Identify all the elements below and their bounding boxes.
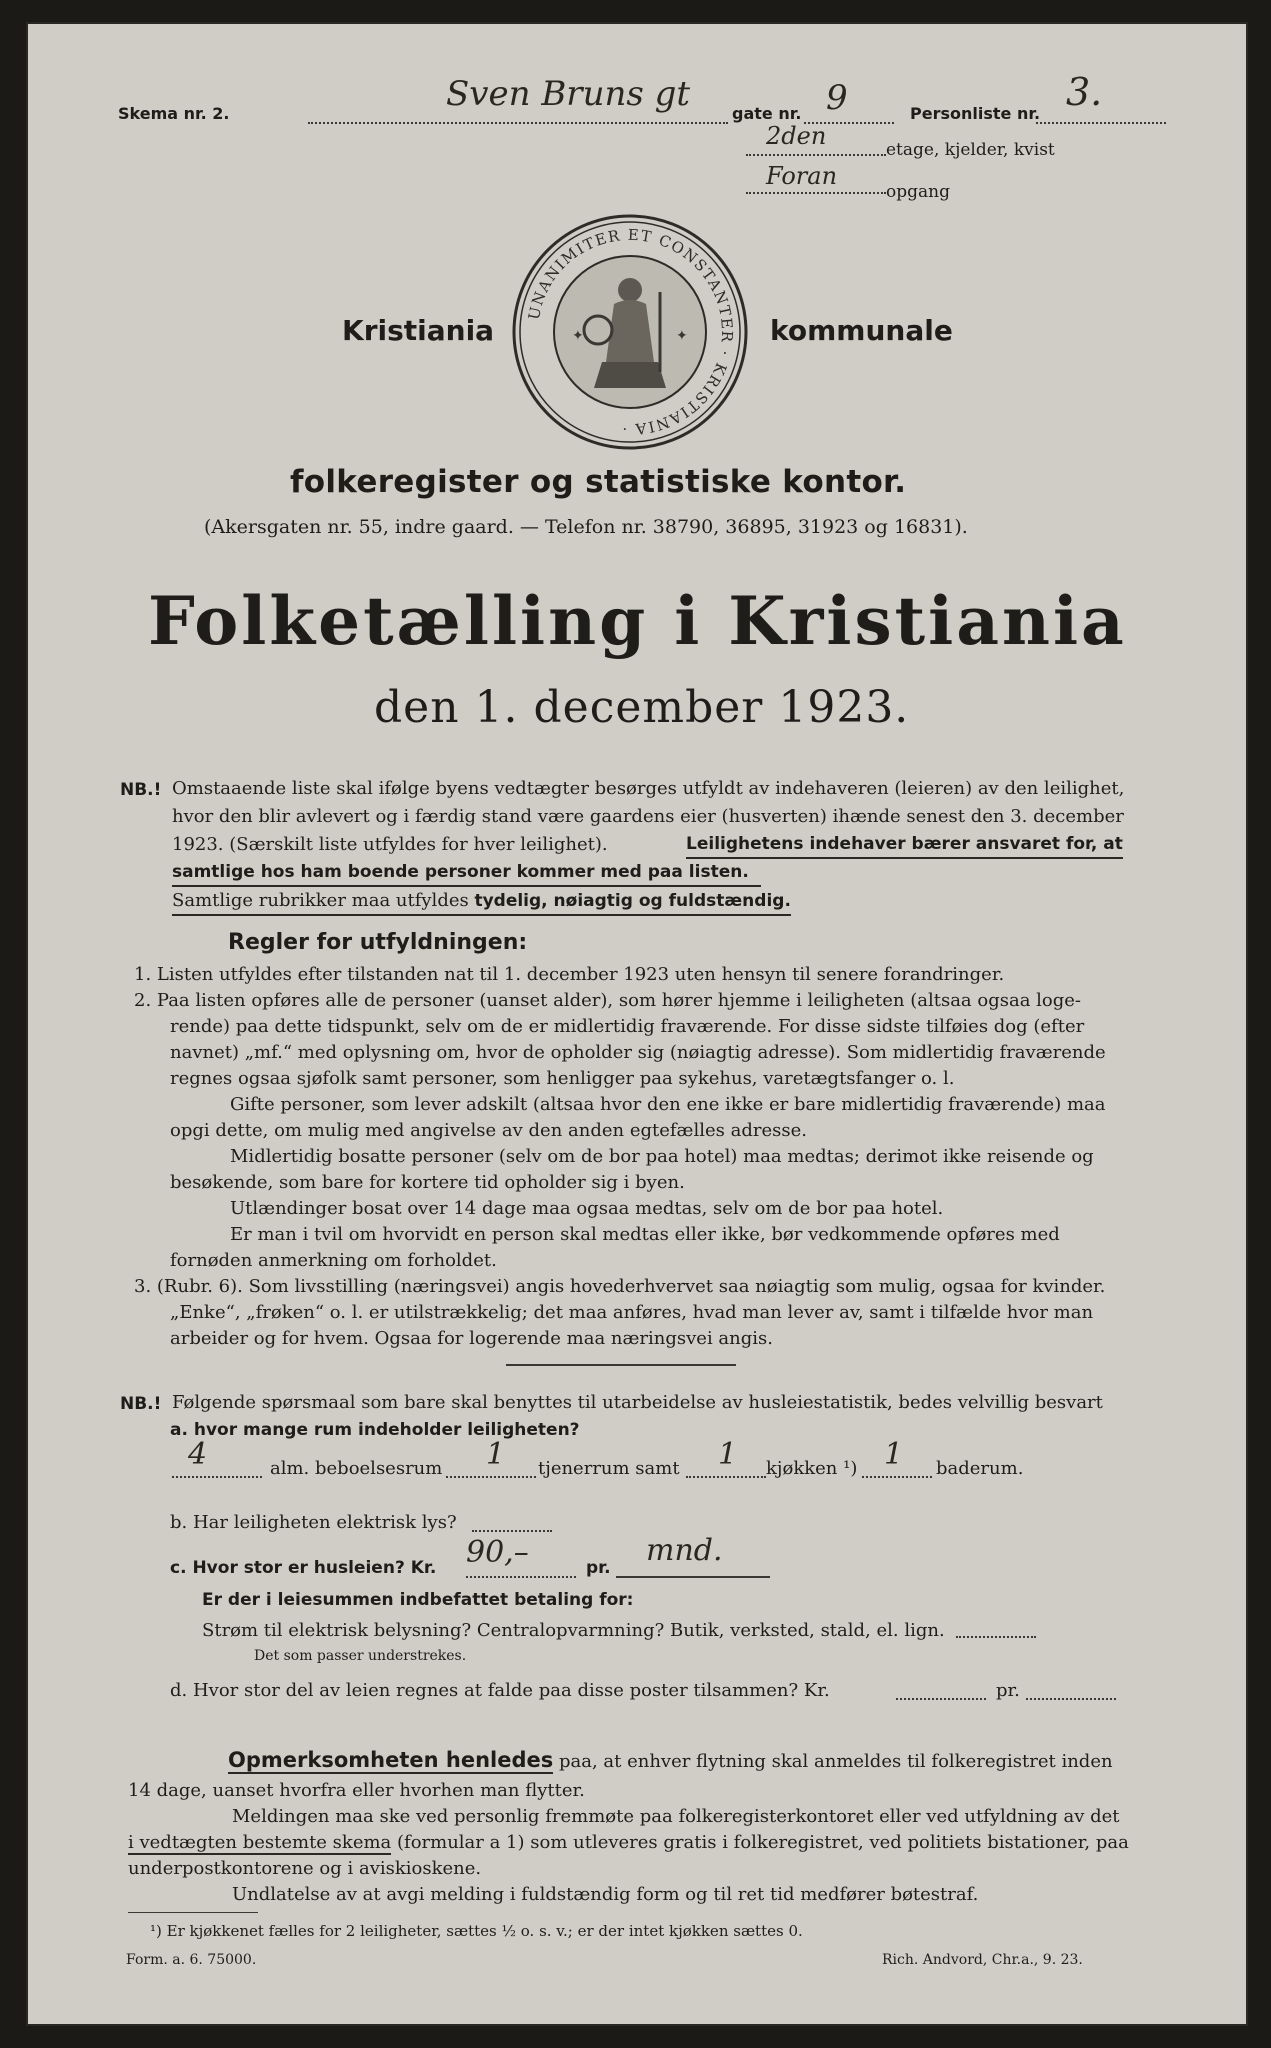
kristiania-seal-icon bbox=[510, 212, 750, 452]
notice-heading: Opmerksomheten henledes bbox=[228, 1748, 554, 1772]
bath-dotted-line bbox=[862, 1476, 932, 1478]
included-items: Strøm til elektrisk belysning? Centralopvarmning? Butik, verksted, stald, el. lign. bbox=[202, 1620, 945, 1641]
etage-label: etage, kjelder, kvist bbox=[886, 140, 1055, 160]
rule-line: Midlertidig bosatte personer (selv om de bor paa hotel) maa medtas; derimot ikke reisende og bbox=[230, 1146, 1094, 1167]
kitchen-label: kjøkken ¹) bbox=[766, 1458, 858, 1479]
servant-rooms-label: tjenerrum samt bbox=[538, 1458, 680, 1479]
rent-amount-handwritten: 90,– bbox=[466, 1535, 529, 1570]
svg-text:UNANIMITER ET CONSTANTER · KRI: UNANIMITER ET CONSTANTER · KRISTIANIA · bbox=[524, 225, 737, 439]
bath-label: baderum. bbox=[936, 1458, 1024, 1479]
nb1-line-4: samtlige hos ham boende personer kommer med paa listen. bbox=[172, 860, 761, 887]
nb1-line-3b: Leilighetens indehaver bærer ansvaret for, at bbox=[686, 832, 1123, 859]
rule-line: Gifte personer, som lever adskilt (altsaa hvor den ene ikke er bare midlertidig fraværende) maa bbox=[230, 1094, 1106, 1115]
gate-label: gate nr. bbox=[732, 104, 802, 123]
rule-line: fornøden anmerkning om forholdet. bbox=[170, 1250, 497, 1271]
nb1-line-2: hvor den blir avlevert og i færdig stand være gaardens eier (husverten) ihænde senest den 3. december bbox=[172, 806, 1124, 827]
section-divider bbox=[506, 1364, 736, 1366]
question-d: d. Hvor stor del av leien regnes at falde paa disse poster tilsammen? Kr. bbox=[170, 1680, 830, 1701]
rules-heading: Regler for utfyldningen: bbox=[228, 930, 528, 955]
skema-number: Skema nr. 2. bbox=[118, 104, 230, 123]
kitchen-dotted-line bbox=[686, 1476, 766, 1478]
rule-line: „Enke“, „frøken“ o. l. er utilstrækkelig; det maa anføres, hvad man lever av, samt i tilfælde hvor man bbox=[170, 1302, 1094, 1323]
rule-line: 1. Listen utfyldes efter tilstanden nat til 1. december 1923 uten hensyn til senere forandringer. bbox=[134, 964, 1005, 985]
rent-period-handwritten: mnd. bbox=[646, 1533, 723, 1568]
question-c: c. Hvor stor er husleien? Kr. bbox=[170, 1558, 437, 1578]
kitchen-count-handwritten: 1 bbox=[718, 1437, 738, 1472]
notice-line-4-rest: (formular a 1) som utleveres gratis i folkeregistret, ved politiets bistationer, paa bbox=[391, 1832, 1129, 1853]
notice-line-1-rest: paa, at enhver flytning skal anmeldes til folkeregistret inden bbox=[553, 1751, 1113, 1772]
rooms-label: alm. beboelsesrum bbox=[270, 1458, 443, 1479]
rule-line: regnes ogsaa sjøfolk samt personer, som henligger paa sykehus, varetægtsfanger o. l. bbox=[170, 1068, 955, 1089]
rule-line: Utlændinger bosat over 14 dage maa ogsaa medtas, selv om de bor paa hotel. bbox=[230, 1198, 944, 1219]
nb1-line-5b: tydelig, nøiagtig og fuldstændig. bbox=[474, 891, 791, 911]
included-dotted-line bbox=[956, 1636, 1036, 1638]
personliste-dotted-line bbox=[1036, 122, 1166, 124]
rule-line: navnet) „mf.“ med oplysning om, hvor de opholder sig (nøiagtig adresse). Som midlertidig fraværende bbox=[170, 1042, 1106, 1063]
census-form-page bbox=[26, 22, 1248, 2026]
rule-line: 2. Paa listen opføres alle de personer (uanset alder), som hører hjemme i leiligheten (altsaa ogsaa loge- bbox=[134, 990, 1082, 1011]
personliste-label: Personliste nr. bbox=[910, 104, 1041, 123]
nb2-label: NB.! bbox=[120, 1394, 162, 1414]
opgang-dotted-line bbox=[746, 192, 886, 194]
nb1-line-1: Omstaaende liste skal ifølge byens vedtægter besørges utfyldt av indehaveren (leieren) av den leilighet, bbox=[172, 778, 1125, 799]
notice-line-4 bbox=[128, 1830, 1129, 1855]
gate-number-handwritten: 9 bbox=[826, 78, 848, 118]
street-dotted-line bbox=[308, 122, 728, 124]
form-number: Form. a. 6. 75000. bbox=[126, 1952, 257, 1968]
nb1-line-5a: Samtlige rubrikker maa utfyldes bbox=[172, 890, 475, 911]
question-b: b. Har leiligheten elektrisk lys? bbox=[170, 1512, 457, 1533]
rent-period-line bbox=[616, 1576, 770, 1578]
svg-text:✦: ✦ bbox=[676, 328, 688, 344]
rent-per-label: pr. bbox=[586, 1558, 611, 1578]
included-note: Det som passer understrekes. bbox=[254, 1648, 467, 1664]
seal-left-text: Kristiania bbox=[342, 314, 495, 347]
notice-line-5: underpostkontorene og i aviskioskene. bbox=[128, 1858, 482, 1879]
rule-line: rende) paa dette tidspunkt, selv om de er midlertidig fraværende. For disse sidste tilføies dog (efter bbox=[170, 1016, 1085, 1037]
census-date: den 1. december 1923. bbox=[374, 682, 910, 733]
included-heading: Er der i leiesummen indbefattet betaling for: bbox=[202, 1590, 634, 1610]
rooms-count-handwritten: 4 bbox=[188, 1437, 208, 1472]
nb1-label: NB.! bbox=[120, 780, 162, 800]
rent-dotted-line bbox=[466, 1576, 576, 1578]
etage-handwritten: 2den bbox=[766, 122, 827, 150]
rule-line: 3. (Rubr. 6). Som livsstilling (næringsvei) angis hovederhvervet saa nøiagtig som mulig, ogsaa for kvinder. bbox=[134, 1276, 1106, 1297]
personliste-number-handwritten: 3. bbox=[1066, 70, 1103, 114]
opgang-label: opgang bbox=[886, 182, 950, 202]
footnote: ¹) Er kjøkkenet fælles for 2 leiligheter, sættes ½ o. s. v.; er der intet kjøkken sættes 0. bbox=[150, 1922, 803, 1940]
office-title: folkeregister og statistiske kontor. bbox=[290, 464, 907, 500]
rule-line: opgi dette, om mulig med angivelse av den anden egtefælles adresse. bbox=[170, 1120, 807, 1141]
rooms-dotted-line bbox=[172, 1476, 262, 1478]
census-title: Folketælling i Kristiania bbox=[148, 582, 1127, 660]
electric-dotted-line bbox=[472, 1530, 552, 1532]
printer-credit: Rich. Andvord, Chr.a., 9. 23. bbox=[882, 1952, 1083, 1968]
rule-line: besøkende, som bare for kortere tid opholder sig i byen. bbox=[170, 1172, 685, 1193]
nb2-intro: Følgende spørsmaal som bare skal benyttes til utarbeidelse av husleiestatistik, bedes velvillig besvart bbox=[172, 1392, 1103, 1413]
svg-text:✦: ✦ bbox=[572, 328, 584, 344]
d-period-dotted-line bbox=[1026, 1698, 1116, 1700]
office-address: (Akersgaten nr. 55, indre gaard. — Telefon nr. 38790, 36895, 31923 og 16831). bbox=[204, 516, 968, 538]
footnote-divider bbox=[128, 1912, 258, 1913]
seal-right-text: kommunale bbox=[770, 314, 953, 347]
rule-line: arbeider og for hvem. Ogsaa for logerende maa næringsvei angis. bbox=[170, 1328, 773, 1349]
nb1-line-3a: 1923. (Særskilt liste utfyldes for hver leilighet). bbox=[172, 834, 608, 855]
bath-count-handwritten: 1 bbox=[884, 1437, 904, 1472]
notice-line-2: 14 dage, uanset hvorfra eller hvorhen man flytter. bbox=[128, 1780, 585, 1801]
d-per-label: pr. bbox=[996, 1680, 1020, 1701]
notice-line-6: Undlatelse av at avgi melding i fuldstændig form og til ret tid medfører bøtestraf. bbox=[232, 1884, 979, 1905]
opgang-handwritten: Foran bbox=[766, 162, 838, 190]
nb1-line-5 bbox=[172, 888, 791, 916]
street-name-handwritten: Sven Bruns gt bbox=[446, 74, 691, 114]
notice-line-1 bbox=[228, 1748, 1113, 1774]
notice-line-3: Meldingen maa ske ved personlig fremmøte paa folkeregisterkontoret eller ved utfyldning av det bbox=[232, 1806, 1120, 1827]
d-amount-dotted-line bbox=[896, 1698, 986, 1700]
rule-line: Er man i tvil om hvorvidt en person skal medtas eller ikke, bør vedkommende opføres med bbox=[230, 1224, 1060, 1245]
servant-rooms-handwritten: 1 bbox=[486, 1437, 506, 1472]
notice-bestemte-skema: i vedtægten bestemte skema bbox=[128, 1832, 392, 1853]
question-a: a. hvor mange rum indeholder leiligheten? bbox=[170, 1420, 580, 1440]
etage-dotted-line bbox=[746, 154, 886, 156]
servant-rooms-dotted-line bbox=[446, 1476, 536, 1478]
